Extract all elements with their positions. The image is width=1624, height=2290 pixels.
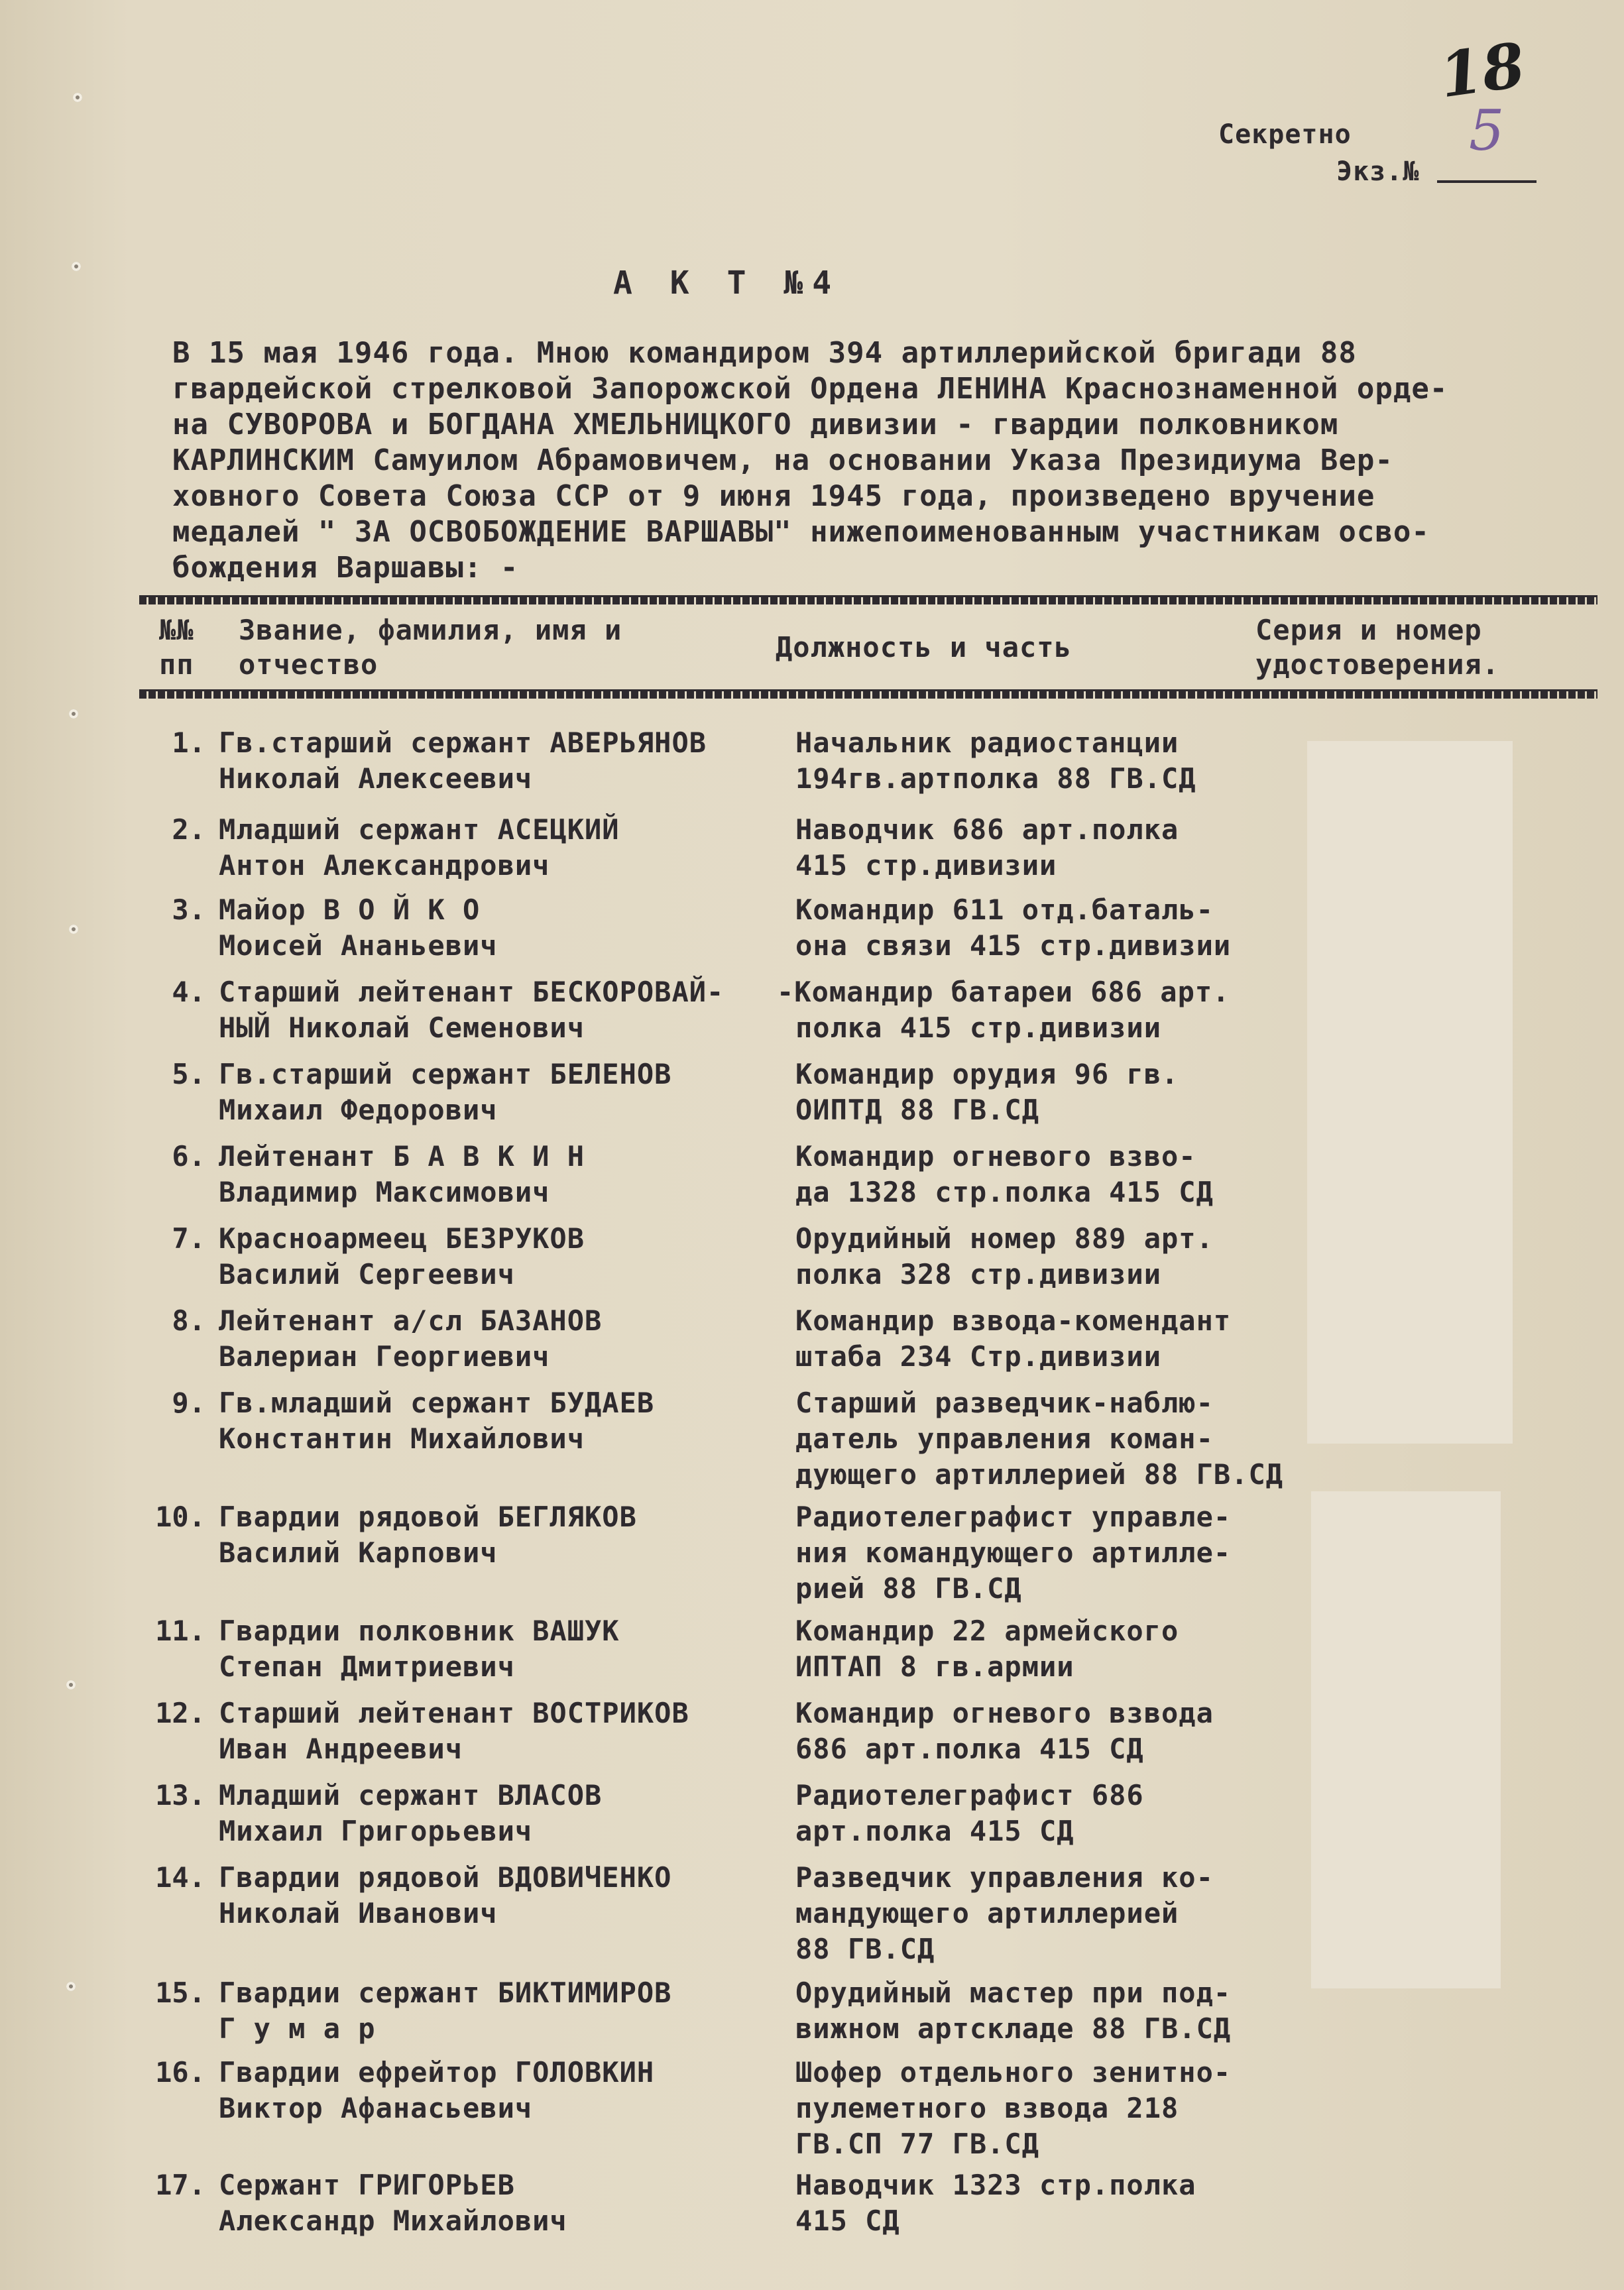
row-number: 8. <box>172 1304 205 1337</box>
row-name: Василий Сергеевич <box>219 1258 515 1290</box>
table-row <box>0 974 1624 1044</box>
row-number: 10. <box>155 1501 205 1533</box>
row-number: 5. <box>172 1058 205 1090</box>
row-position: Командир огневого взво- <box>795 1140 1196 1173</box>
row-position: ния командующего артилле- <box>795 1536 1232 1569</box>
intro-line: гвардейской стрелковой Запорожской Ордена ЛЕНИНА Краснознаменной орде- <box>172 372 1448 406</box>
header-position: Должность и часть <box>776 631 1072 663</box>
row-position: вижном артскладе 88 ГВ.СД <box>795 2012 1232 2045</box>
copy-number-label: Экз.№ <box>1336 156 1420 187</box>
row-name: Михаил Григорьевич <box>219 1815 533 1847</box>
row-name: Константин Михайлович <box>219 1422 585 1455</box>
row-position: Шофер отдельного зенитно- <box>795 2056 1232 2089</box>
row-name: Гв.старший сержант БЕЛЕНОВ <box>219 1058 672 1090</box>
row-name: Старший лейтенант БЕСКОРОВАЙ- <box>219 976 725 1008</box>
row-position: пулеметного взвода 218 <box>795 2092 1179 2124</box>
row-position: Командир орудия 96 гв. <box>795 1058 1179 1090</box>
table-row <box>0 812 1624 882</box>
row-position: Разведчик управления ко- <box>795 1861 1214 1894</box>
row-position: 415 СД <box>795 2204 900 2237</box>
row-name: Гвардии рядовой БЕГЛЯКОВ <box>219 1501 637 1533</box>
row-name: Василий Карпович <box>219 1536 498 1569</box>
row-position: ИПТАП 8 гв.армии <box>795 1650 1074 1683</box>
row-position: Наводчик 1323 стр.полка <box>795 2169 1196 2201</box>
table-row <box>0 1057 1624 1126</box>
table-row <box>0 2055 1624 2160</box>
row-number: 12. <box>155 1697 205 1729</box>
table-row <box>0 1613 1624 1683</box>
row-position: Орудийный мастер при под- <box>795 1976 1232 2009</box>
table-row <box>0 1695 1624 1765</box>
intro-line: медалей " ЗА ОСВОБОЖДЕНИЕ ВАРШАВЫ" нижепоименованным участникам осво- <box>172 515 1430 549</box>
row-name: Антон Александрович <box>219 849 550 882</box>
row-number: 2. <box>172 813 205 846</box>
intro-line: на СУВОРОВА и БОГДАНА ХМЕЛЬНИЦКОГО дивизии - гвардии полковником <box>172 408 1339 441</box>
row-position: рией 88 ГВ.СД <box>795 1572 1022 1605</box>
header-serial: удостоверения. <box>1255 648 1500 681</box>
punch-hole <box>73 93 82 102</box>
row-position: Орудийный номер 889 арт. <box>795 1222 1214 1255</box>
row-name: Александр Михайлович <box>219 2204 567 2237</box>
row-position: 88 ГВ.СД <box>795 1933 935 1965</box>
row-number: 4. <box>172 976 205 1008</box>
handwritten-page-number: 18 <box>1435 29 1529 112</box>
row-name: Иван Андреевич <box>219 1733 463 1765</box>
header-num: №№ <box>159 614 194 646</box>
row-number: 6. <box>172 1140 205 1173</box>
header-name: Звание, фамилия, имя и <box>239 614 622 646</box>
row-position: 194гв.артполка 88 ГВ.СД <box>795 762 1196 795</box>
table-row <box>0 1139 1624 1208</box>
row-number: 14. <box>155 1861 205 1894</box>
copy-number-underline <box>1437 180 1537 183</box>
row-name: Валериан Георгиевич <box>219 1340 550 1373</box>
intro-line: КАРЛИНСКИМ Самуилом Абрамовичем, на основании Указа Президиума Вер- <box>172 443 1393 477</box>
row-name: Лейтенант а/сл БАЗАНОВ <box>219 1304 603 1337</box>
table-top-rule <box>139 595 1597 604</box>
table-row <box>0 1975 1624 2045</box>
row-position: Радиотелеграфист 686 <box>795 1779 1144 1811</box>
row-position: Командир 22 армейского <box>795 1615 1179 1647</box>
document-title: А К Т №4 <box>613 264 841 302</box>
row-name: Моисей Ананьевич <box>219 929 498 962</box>
row-position: -Командир батареи 686 арт. <box>777 976 1230 1008</box>
row-number: 17. <box>155 2169 205 2201</box>
row-number: 11. <box>155 1615 205 1647</box>
row-name: Гв.старший сержант АВЕРЬЯНОВ <box>219 726 707 759</box>
punch-hole <box>72 262 81 271</box>
header-name: отчество <box>239 648 378 681</box>
row-position: Старший разведчик-наблю- <box>795 1387 1214 1419</box>
row-position: датель управления коман- <box>795 1422 1214 1455</box>
header-serial: Серия и номер <box>1255 614 1482 646</box>
row-name: Гв.младший сержант БУДАЕВ <box>219 1387 655 1419</box>
row-number: 7. <box>172 1222 205 1255</box>
redacted-area <box>1307 741 1513 1444</box>
row-name: Виктор Афанасьевич <box>219 2092 533 2124</box>
row-number: 16. <box>155 2056 205 2089</box>
punch-hole <box>69 709 78 718</box>
row-name: Гвардии рядовой ВДОВИЧЕНКО <box>219 1861 672 1894</box>
row-name: Гвардии сержант БИКТИМИРОВ <box>219 1976 672 2009</box>
row-name: Старший лейтенант ВОСТРИКОВ <box>219 1697 689 1729</box>
table-row <box>0 1499 1624 1605</box>
table-row <box>0 1221 1624 1290</box>
table-row <box>0 2167 1624 2237</box>
row-name: Красноармеец БЕЗРУКОВ <box>219 1222 585 1255</box>
row-position: да 1328 стр.полка 415 СД <box>795 1176 1214 1208</box>
row-position: ГВ.СП 77 ГВ.СД <box>795 2128 1040 2160</box>
row-position: она связи 415 стр.дивизии <box>795 929 1232 962</box>
row-name: Николай Иванович <box>219 1897 498 1929</box>
row-name: Сержант ГРИГОРЬЕВ <box>219 2169 515 2201</box>
row-name: Майор В О Й К О <box>219 893 481 926</box>
row-number: 13. <box>155 1779 205 1811</box>
row-position: полка 328 стр.дивизии <box>795 1258 1162 1290</box>
row-name: НЫЙ Николай Семенович <box>219 1011 585 1044</box>
handwritten-copy-number: 5 <box>1469 98 1505 163</box>
table-row <box>0 1385 1624 1491</box>
row-name: Степан Дмитриевич <box>219 1650 515 1683</box>
secrecy-mark: Секретно <box>1218 119 1352 150</box>
row-name: Владимир Максимович <box>219 1176 550 1208</box>
redacted-area <box>1311 1491 1501 1988</box>
table-row <box>0 1860 1624 1965</box>
row-position: Командир огневого взвода <box>795 1697 1214 1729</box>
row-name: Лейтенант Б А В К И Н <box>219 1140 585 1173</box>
row-name: Гвардии полковник ВАШУК <box>219 1615 620 1647</box>
row-position: дующего артиллерией 88 ГВ.СД <box>795 1458 1284 1491</box>
row-position: ОИПТД 88 ГВ.СД <box>795 1094 1040 1126</box>
row-name: Гвардии ефрейтор ГОЛОВКИН <box>219 2056 655 2089</box>
intro-line: ховного Совета Союза ССР от 9 июня 1945 года, произведено вручение <box>172 479 1375 513</box>
row-position: полка 415 стр.дивизии <box>795 1011 1162 1044</box>
row-number: 9. <box>172 1387 205 1419</box>
row-position: Командир взвода-комендант <box>795 1304 1232 1337</box>
row-name: Николай Алексеевич <box>219 762 533 795</box>
row-position: арт.полка 415 СД <box>795 1815 1074 1847</box>
row-name: Г у м а р <box>219 2012 376 2045</box>
row-position: 415 стр.дивизии <box>795 849 1057 882</box>
row-name: Михаил Федорович <box>219 1094 498 1126</box>
row-position: Командир 611 отд.баталь- <box>795 893 1214 926</box>
header-num: пп <box>159 648 194 681</box>
table-row <box>0 892 1624 962</box>
row-number: 15. <box>155 1976 205 2009</box>
row-position: Начальник радиостанции <box>795 726 1179 759</box>
row-position: 686 арт.полка 415 СД <box>795 1733 1144 1765</box>
table-header-rule <box>139 689 1597 699</box>
row-number: 3. <box>172 893 205 926</box>
row-number: 1. <box>172 726 205 759</box>
punch-hole <box>66 1680 76 1689</box>
row-position: Радиотелеграфист управле- <box>795 1501 1232 1533</box>
table-row <box>0 725 1624 795</box>
row-position: штаба 234 Стр.дивизии <box>795 1340 1162 1373</box>
table-row <box>0 1303 1624 1373</box>
row-name: Младший сержант ВЛАСОВ <box>219 1779 603 1811</box>
intro-line: бождения Варшавы: - <box>172 551 519 585</box>
row-position: мандующего артиллерией <box>795 1897 1179 1929</box>
intro-line: В 15 мая 1946 года. Мною командиром 394 артиллерийской бригади 88 <box>172 336 1357 370</box>
row-position: Наводчик 686 арт.полка <box>795 813 1179 846</box>
row-name: Младший сержант АСЕЦКИЙ <box>219 813 620 846</box>
table-row <box>0 1778 1624 1847</box>
